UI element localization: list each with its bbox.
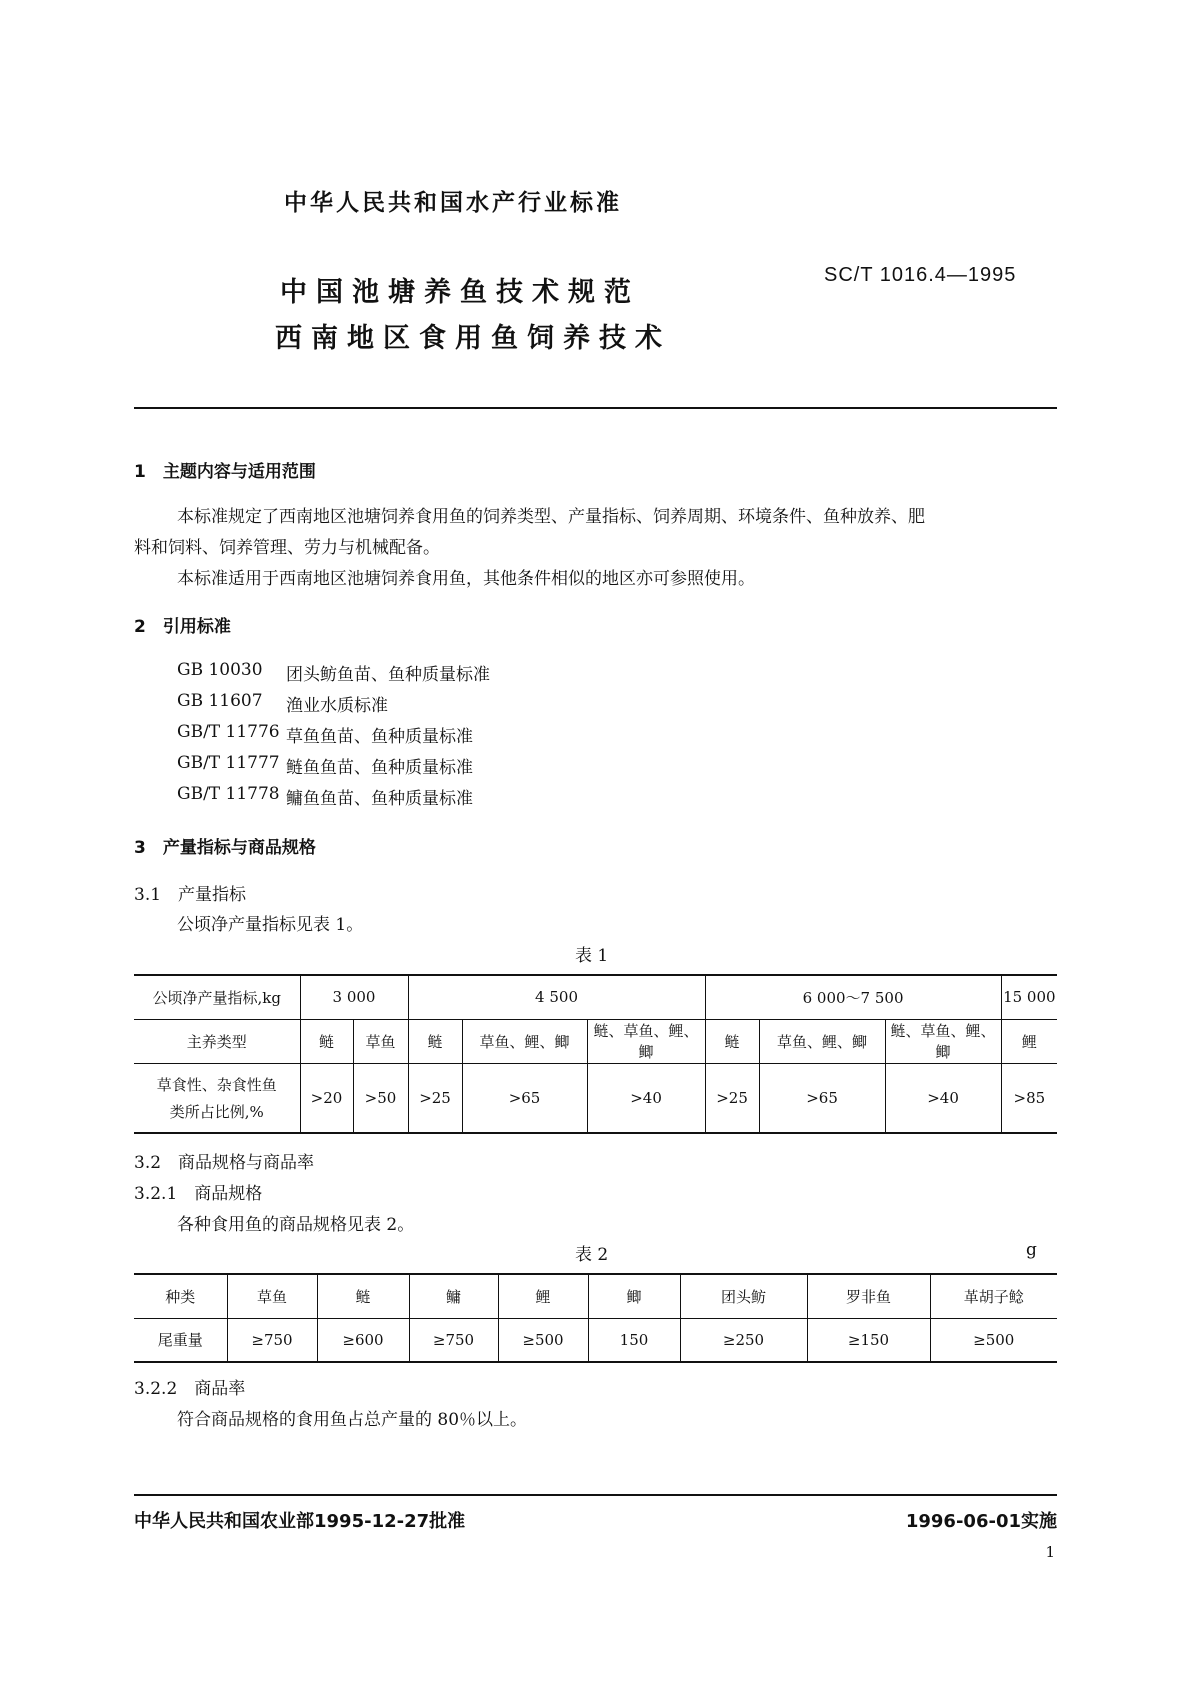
table-cell: 鲤 [498,1274,588,1318]
table-cell: >40 [587,1063,705,1133]
table-cell: >20 [300,1063,353,1133]
table-cell: 罗非鱼 [807,1274,930,1318]
table-cell: 4 500 [408,975,705,1019]
table-cell: 鳙 [409,1274,498,1318]
table-cell: >25 [705,1063,759,1133]
table-cell: 鲢 [705,1019,759,1063]
table-header-cell [134,1063,300,1133]
table-cell: ≥150 [807,1318,930,1362]
paragraph: 本标准适用于西南地区池塘饲养食用鱼，其他条件相似的地区亦可参照使用。 [177,569,755,589]
section-3-2-2-heading: 3.2.2 商品率 [134,1379,246,1399]
table-cell: 鲢 [300,1019,353,1063]
table-cell: 150 [588,1318,680,1362]
section-1-heading: 1 主题内容与适用范围 [134,462,316,482]
table-header-cell: 种类 [134,1274,227,1318]
table-cell: 鲫 [588,1274,680,1318]
table-cell: 革胡子鲶 [930,1274,1057,1318]
paragraph: 料和饲料、饲养管理、劳力与机械配备。 [134,538,440,558]
table-cell: >25 [408,1063,462,1133]
table-cell: >40 [885,1063,1001,1133]
effective-date: 1996-06-01实施 [905,1511,1057,1532]
table-cell: 鲢 [317,1274,409,1318]
row-label-line: 草食性、杂食性鱼 [156,1075,277,1094]
ref-title: 鲢鱼鱼苗、鱼种质量标准 [286,758,473,778]
standard-category: 中华人民共和国水产行业标准 [284,190,622,216]
table-cell: ≥600 [317,1318,409,1362]
table-2 [134,1273,1057,1363]
table-2-caption: 表 2 [575,1245,609,1265]
table-cell: ≥500 [498,1318,588,1362]
section-3-2-1-heading: 3.2.1 商品规格 [134,1184,263,1204]
table-header-cell: 尾重量 [134,1318,227,1362]
table-cell: ≥250 [680,1318,807,1362]
section-3-heading: 3 产量指标与商品规格 [134,838,316,858]
table-cell: >50 [353,1063,408,1133]
section-3-1-heading: 3.1 产量指标 [134,885,247,905]
table-cell: ≥500 [930,1318,1057,1362]
ref-code: GB/T 11777 [177,753,280,773]
table-cell: 鲢 [408,1019,462,1063]
ref-code: GB 10030 [177,660,263,680]
table-cell: 鲢、草鱼、鲤、鲫 [587,1019,705,1063]
title-line-1: 中国池塘养鱼技术规范 [280,277,640,308]
paragraph: 各种食用鱼的商品规格见表 2。 [177,1215,415,1235]
paragraph: 符合商品规格的食用鱼占总产量的 80％以上。 [177,1410,528,1430]
ref-title: 草鱼鱼苗、鱼种质量标准 [286,727,473,747]
section-2-heading: 2 引用标准 [134,617,231,637]
table-cell: 6 000～7 500 [705,975,1001,1019]
table-cell: >65 [759,1063,885,1133]
table-cell: 鲢、草鱼、鲤、鲫 [885,1019,1001,1063]
table-cell: 草鱼、鲤、鲫 [462,1019,587,1063]
header-rule [134,407,1057,409]
table-header-cell: 主养类型 [134,1019,300,1063]
page-number: 1 [1045,1543,1055,1561]
row-label-line: 类所占比例,% [169,1102,264,1121]
table-cell: >65 [462,1063,587,1133]
table-cell: 鲤 [1001,1019,1057,1063]
ref-title: 渔业水质标准 [286,696,388,716]
table-2-unit: g [1026,1240,1037,1260]
ref-title: 鳙鱼鱼苗、鱼种质量标准 [286,789,473,809]
footer-rule [134,1494,1057,1496]
ref-code: GB/T 11776 [177,722,280,742]
standard-code: SC/T 1016.4—1995 [824,264,1017,286]
table-1-caption: 表 1 [575,946,609,966]
paragraph: 本标准规定了西南地区池塘饲养食用鱼的饲养类型、产量指标、饲养周期、环境条件、鱼种放养、肥 [177,507,925,527]
section-3-2-heading: 3.2 商品规格与商品率 [134,1153,315,1173]
table-1 [134,974,1057,1134]
approval-text: 中华人民共和国农业部1995-12-27批准 [134,1511,466,1532]
table-cell: 15 000 [1001,975,1057,1019]
table-cell: 草鱼 [353,1019,408,1063]
ref-code: GB/T 11778 [177,784,280,804]
table-cell: 3 000 [300,975,408,1019]
ref-title: 团头鲂鱼苗、鱼种质量标准 [286,665,490,685]
table-header-cell: 公顷净产量指标,kg [134,975,300,1019]
paragraph: 公顷净产量指标见表 1。 [177,915,364,935]
table-cell: 草鱼 [227,1274,317,1318]
table-cell: 团头鲂 [680,1274,807,1318]
table-cell: ≥750 [409,1318,498,1362]
title-line-2: 西南地区食用鱼饲养技术 [275,323,671,354]
table-cell: ≥750 [227,1318,317,1362]
table-cell: 草鱼、鲤、鲫 [759,1019,885,1063]
table-cell: >85 [1001,1063,1057,1133]
ref-code: GB 11607 [177,691,263,711]
